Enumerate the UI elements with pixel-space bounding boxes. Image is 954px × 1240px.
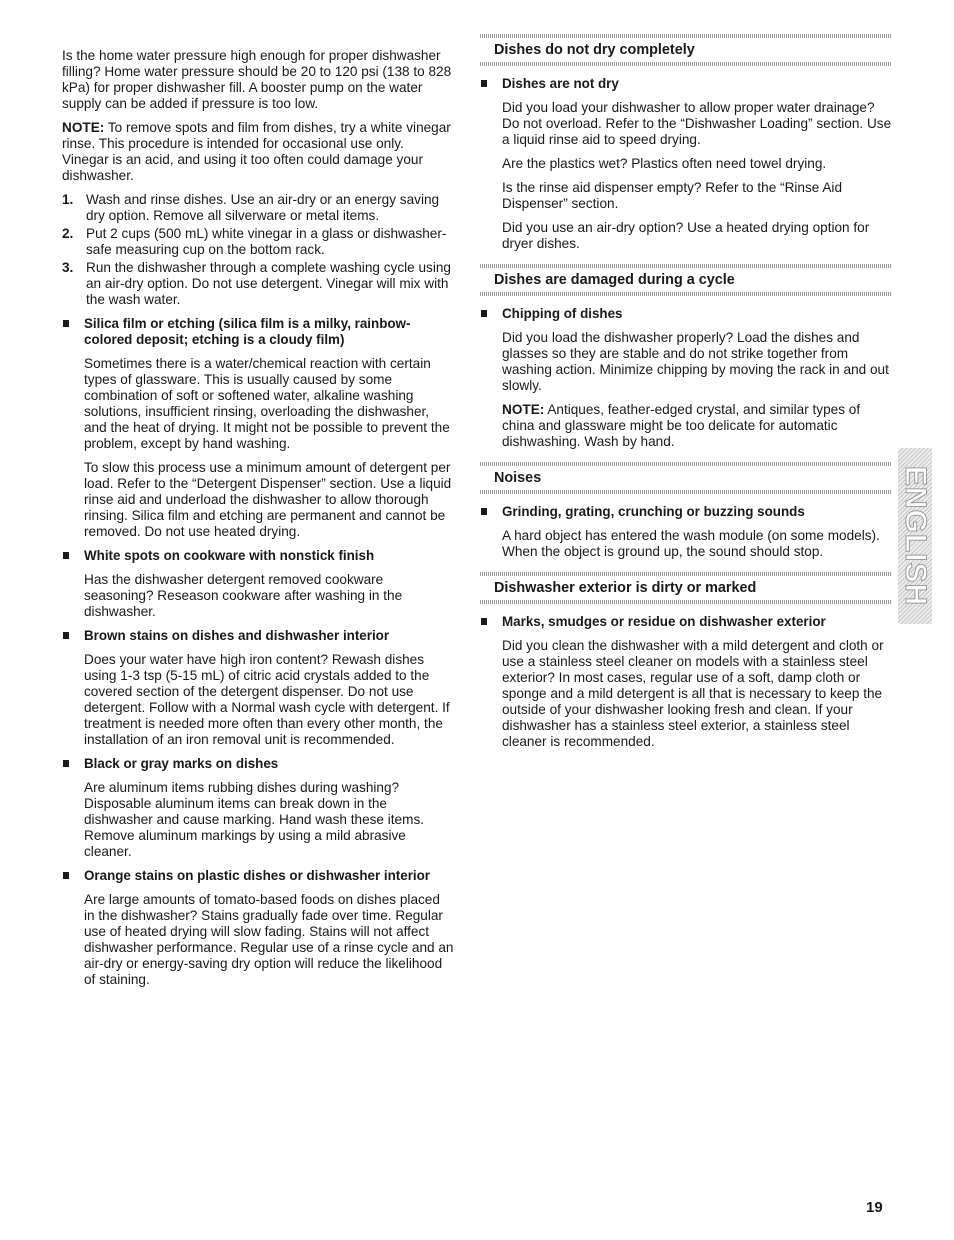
- white-spots-paragraph: Has the dishwasher detergent removed cookware seasoning? Reseason cookware after washing in the dishwasher.: [84, 572, 403, 619]
- step-text: Run the dishwasher through a complete washing cycle using an air-dry option. Do not use detergent. Vinegar will mix with the wash water.: [86, 260, 451, 307]
- orange-stains-heading: Orange stains on plastic dishes or dishwasher interior: [62, 868, 454, 884]
- dry-paragraph-4: Did you use an air-dry option? Use a heated drying option for dryer dishes.: [502, 220, 870, 251]
- step-number: 3.: [62, 260, 74, 275]
- dry-paragraph-1: Did you load your dishwasher to allow proper water drainage? Do not overload. Refer to the “Dishwasher Loading” section. Use a liquid rinse aid to speed drying.: [502, 100, 892, 147]
- brown-stains-paragraph: Does your water have high iron content? Rewash dishes using 1-3 tsp (5-15 mL) of citric acid crystals added to the covered section of the detergent dispenser. Do not use detergent. Follow with a Normal wash cycle with detergent. If treatment is needed more often than every other month, the installation of an iron removal unit is recommended.: [84, 652, 450, 747]
- dry-paragraph-3: Is the rinse aid dispenser empty? Refer to the “Rinse Aid Dispenser” section.: [502, 180, 843, 211]
- vinegar-note: [62, 120, 454, 184]
- noises-paragraph: A hard object has entered the wash module (on some models). When the object is ground up, the sound should stop.: [502, 528, 880, 559]
- silica-film-heading: Silica film or etching (silica film is a milky, rainbow-colored deposit; etching is a cloudy film): [62, 316, 454, 348]
- silica-paragraph-2: To slow this process use a minimum amount of detergent per load. Refer to the “Detergent Dispenser” section. Use a liquid rinse aid and underload the dishwasher to allow thorough rinsing. Silica film and etching are permanent and cannot be removed. Do not use heated drying.: [84, 460, 452, 539]
- grinding-sounds-heading: Grinding, grating, crunching or buzzing sounds: [480, 504, 892, 520]
- silica-paragraph-1: Sometimes there is a water/chemical reaction with certain types of glassware. This is usually caused by some combination of soft or softened water, alkaline washing solutions, insufficient rinsing, overloading the dishwasher, and the heat of drying. It might not be possible to prevent the problem, except by hand washing.: [84, 356, 450, 451]
- section-exterior-dirty: Dishwasher exterior is dirty or marked: [480, 568, 892, 604]
- water-pressure-paragraph: Is the home water pressure high enough for proper dishwasher filling? Home water pressure should be 20 to 120 psi (138 to 828 kPa) for proper dishwasher fill. A booster pump on the water supply can be added if pressure is too low.: [62, 48, 452, 111]
- dishes-not-dry-heading: Dishes are not dry: [480, 76, 892, 92]
- black-marks-paragraph: Are aluminum items rubbing dishes during washing? Disposable aluminum items can break down in the dishwasher and cause marking. Hand wash these items. Remove aluminum markings by using a mild abrasive cleaner.: [84, 780, 425, 859]
- chipping-paragraph: Did you load the dishwasher properly? Load the dishes and glasses so they are stable and do not strike together from washing action. Minimize chipping by moving the rack in and out slowly.: [502, 330, 889, 393]
- exterior-paragraph: Did you clean the dishwasher with a mild detergent and cloth or use a stainless steel cleaner on models with a stainless steel exterior? In most cases, regular use of a soft, damp cloth or sponge and a mild detergent is all that is necessary to keep the outside of your dishwasher looking fresh and clean. If your dishwasher has a stainless steel exterior, a stainless steel cleaner is recommended.: [502, 638, 884, 749]
- step-text: Put 2 cups (500 mL) white vinegar in a glass or dishwasher-safe measuring cup on the bottom rack.: [86, 226, 447, 257]
- vinegar-steps-list: [62, 192, 454, 308]
- section-dishes-damaged: Dishes are damaged during a cycle: [480, 260, 892, 296]
- step-item: [62, 260, 454, 308]
- note-label: NOTE:: [62, 120, 105, 135]
- step-number: 2.: [62, 226, 74, 241]
- dry-paragraph-2: Are the plastics wet? Plastics often need towel drying.: [502, 156, 827, 171]
- chipping-heading: Chipping of dishes: [480, 306, 892, 322]
- section-dishes-not-dry: Dishes do not dry completely: [480, 30, 892, 66]
- right-column: [480, 42, 892, 758]
- section-noises: Noises: [480, 458, 892, 494]
- brown-stains-heading: Brown stains on dishes and dishwasher interior: [62, 628, 454, 644]
- step-item: [62, 226, 454, 258]
- page-number: 19: [866, 1199, 883, 1216]
- note-label: NOTE:: [502, 402, 545, 417]
- orange-stains-paragraph: Are large amounts of tomato-based foods on dishes placed in the dishwasher? Stains gradually fade over time. Regular use of heated drying will slow fading. Stains will not affect dishwasher performance. Regular use of a rinse cycle and an air-dry or energy-saving dry option will reduce the likelihood of staining.: [84, 892, 454, 987]
- left-column: [62, 48, 454, 996]
- side-tab-label: ENGLISH: [899, 465, 932, 607]
- exterior-marks-heading: Marks, smudges or residue on dishwasher exterior: [480, 614, 892, 630]
- chipping-note: [480, 402, 892, 450]
- step-item: [62, 192, 454, 224]
- black-marks-heading: Black or gray marks on dishes: [62, 756, 454, 772]
- step-number: 1.: [62, 192, 74, 207]
- language-side-tab: [898, 448, 932, 624]
- note-text: To remove spots and film from dishes, try a white vinegar rinse. This procedure is intended for occasional use only. Vinegar is an acid, and using it too often could damage your dishwasher.: [62, 120, 451, 183]
- note-text: Antiques, feather-edged crystal, and similar types of china and glassware might be too delicate for automatic dishwashing. Wash by hand.: [502, 402, 861, 449]
- white-spots-heading: White spots on cookware with nonstick finish: [62, 548, 454, 564]
- step-text: Wash and rinse dishes. Use an air-dry or an energy saving dry option. Remove all silverware or metal items.: [86, 192, 440, 223]
